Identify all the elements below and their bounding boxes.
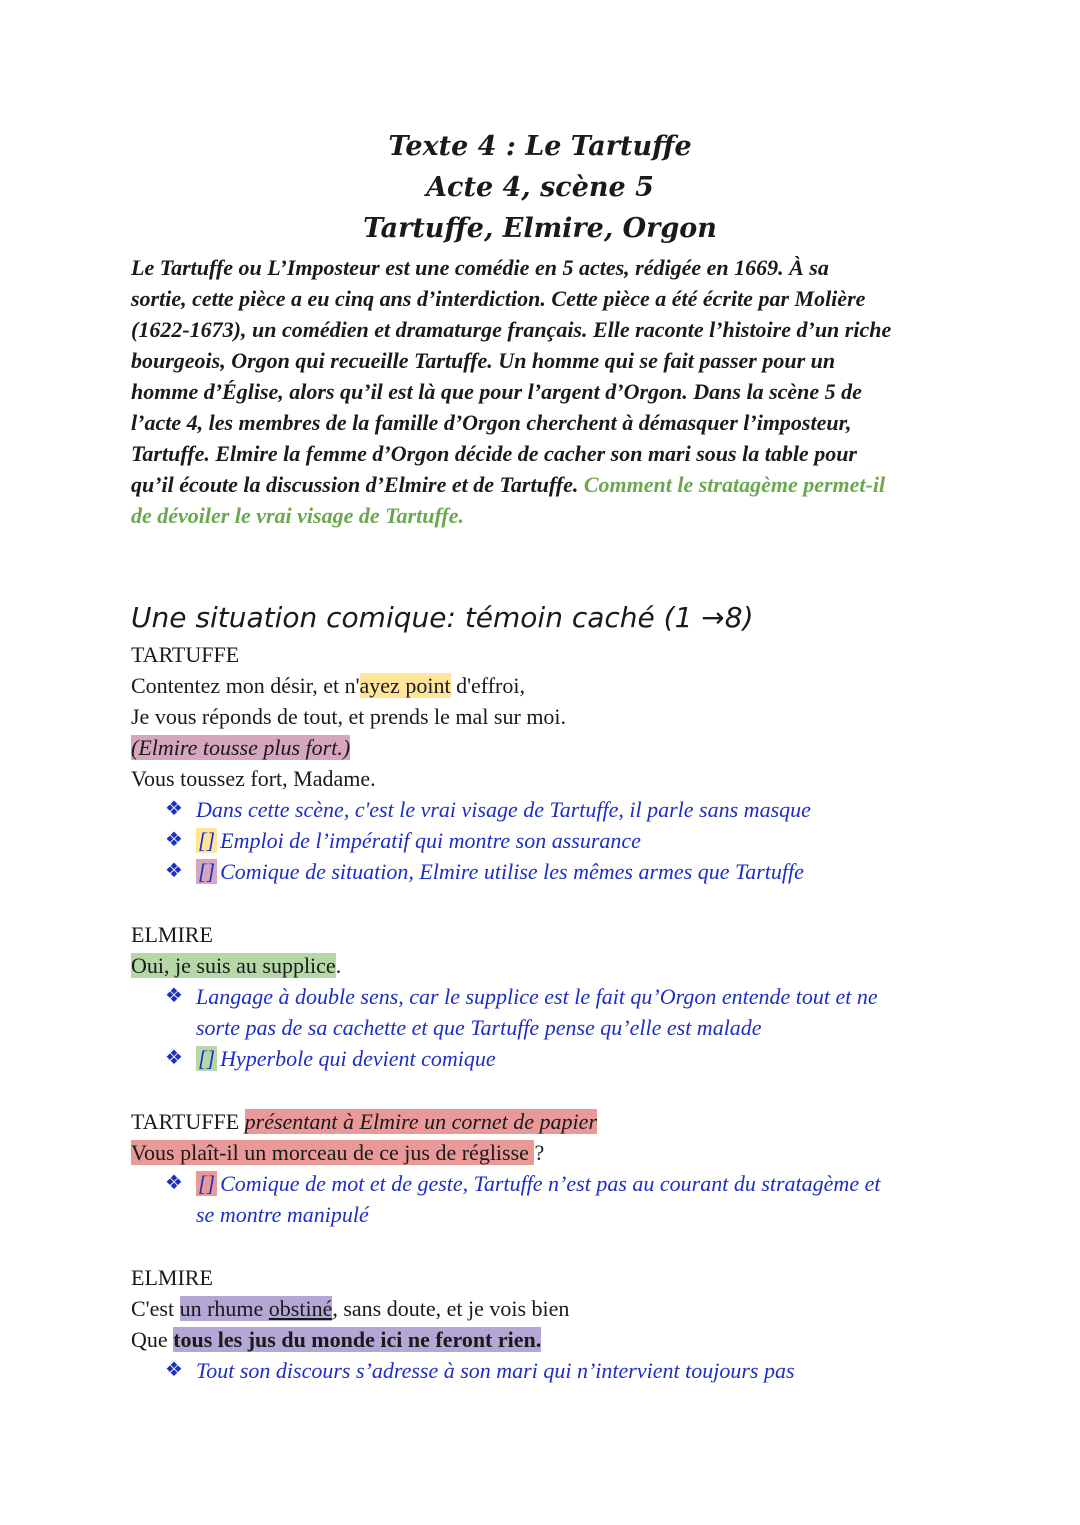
analysis-note xyxy=(131,856,971,887)
color-key-bracket: [] xyxy=(198,859,216,884)
verse-line: Je vous réponds de tout, et prends le mal sur moi. xyxy=(131,704,567,729)
analysis-notes xyxy=(131,1355,971,1386)
color-key-bracket: [] xyxy=(198,1171,216,1196)
diamond-bullet-icon: ❖ xyxy=(165,798,183,820)
highlight-pink: (Elmire tousse plus fort.) xyxy=(131,735,351,760)
note-text: Tout son discours s’adresse à son mari qui n’intervient toujours pas xyxy=(196,1358,795,1383)
dialogue-block-tartuffe-1 xyxy=(131,639,971,887)
verse-line xyxy=(131,950,971,981)
highlight-purple: un rhume xyxy=(179,1296,269,1321)
verse-line xyxy=(131,670,971,701)
intro-line: Le Tartuffe ou L’Imposteur est une comédie en 5 actes, rédigée en 1669. À sa xyxy=(131,255,829,280)
section-heading: Une situation comique: témoin caché (1 →8) xyxy=(131,601,754,634)
dialogue-block-tartuffe-2 xyxy=(131,1106,971,1230)
note-text: se montre manipulé xyxy=(196,1202,369,1227)
highlight-purple-underlined: obstiné xyxy=(268,1296,333,1321)
verse-text: C'est xyxy=(131,1296,180,1321)
analysis-notes xyxy=(131,1168,971,1230)
intro-line: bourgeois, Orgon qui recueille Tartuffe. Un homme qui se fait passer pour un xyxy=(131,348,836,373)
intro-line: sortie, cette pièce a eu cinq ans d’interdiction. Cette pièce a été écrite par Molière xyxy=(131,286,866,311)
verse-line: Vous toussez fort, Madame. xyxy=(131,766,376,791)
speaker-line xyxy=(131,1106,971,1137)
note-text: Comique de situation, Elmire utilise les mêmes armes que Tartuffe xyxy=(220,859,804,884)
note-text: Dans cette scène, c'est le vrai visage de Tartuffe, il parle sans masque xyxy=(196,797,811,822)
note-text: Comique de mot et de geste, Tartuffe n’est pas au courant du stratagème et xyxy=(220,1171,881,1196)
highlight-yellow: ayez point xyxy=(359,673,451,698)
diamond-bullet-icon: ❖ xyxy=(165,829,183,851)
intro-text: qu’il écoute la discussion d’Elmire et de Tartuffe. xyxy=(131,472,584,497)
dialogue-block-elmire-1 xyxy=(131,919,971,1074)
speaker-name: ELMIRE xyxy=(131,922,213,947)
diamond-bullet-icon: ❖ xyxy=(165,860,183,882)
diamond-bullet-icon: ❖ xyxy=(165,1047,183,1069)
note-text: sorte pas de sa cachette et que Tartuffe pense qu’elle est malade xyxy=(196,1015,762,1040)
title-line-1: Texte 4 : Le Tartuffe xyxy=(388,131,692,162)
note-text: Langage à double sens, car le supplice est le fait qu’Orgon entende tout et ne xyxy=(196,984,878,1009)
note-text: Hyperbole qui devient comique xyxy=(220,1046,496,1071)
analysis-note xyxy=(131,825,971,856)
analysis-note xyxy=(131,1355,971,1386)
stage-direction: présentant à Elmire un cornet de papier xyxy=(244,1109,597,1134)
verse-text: Que xyxy=(131,1327,174,1352)
speaker-name: ELMIRE xyxy=(131,1265,213,1290)
analysis-notes xyxy=(131,794,971,887)
verse-line xyxy=(131,1137,971,1168)
intro-line xyxy=(131,469,961,500)
color-key-bracket: [] xyxy=(198,828,216,853)
problem-question-end: de dévoiler le vrai visage de Tartuffe. xyxy=(131,503,464,528)
verse-text: ? xyxy=(534,1140,545,1165)
document-title xyxy=(0,126,1080,249)
intro-line: Tartuffe. Elmire la femme d’Orgon décide de cacher son mari sous la table pour xyxy=(131,441,857,466)
verse-line xyxy=(131,1324,971,1355)
title-line-3: Tartuffe, Elmire, Orgon xyxy=(363,213,717,244)
verse-line xyxy=(131,1293,971,1324)
title-line-2: Acte 4, scène 5 xyxy=(426,172,654,203)
analysis-note xyxy=(131,981,971,1043)
diamond-bullet-icon: ❖ xyxy=(165,1359,183,1381)
note-text: Emploi de l’impératif qui montre son assurance xyxy=(220,828,641,853)
highlight-purple-bold: tous les jus du monde ici ne feront rien. xyxy=(173,1327,542,1352)
analysis-note xyxy=(131,794,971,825)
intro-line: (1622-1673), un comédien et dramaturge français. Elle raconte l’histoire d’un riche xyxy=(131,317,892,342)
analysis-note xyxy=(131,1168,971,1230)
problem-question: Comment le stratagème permet-il xyxy=(583,472,886,497)
intro-line: l’acte 4, les membres de la famille d’Orgon cherchent à démasquer l’imposteur, xyxy=(131,410,852,435)
speaker-name: TARTUFFE xyxy=(131,642,240,667)
stage-direction xyxy=(131,732,971,763)
verse-text: Contentez mon désir, et n' xyxy=(131,673,360,698)
highlight-red: Vous plaît-il un morceau de ce jus de réglisse xyxy=(131,1140,535,1165)
intro-paragraph xyxy=(131,252,961,531)
intro-line: homme d’Église, alors qu’il est là que pour l’argent d’Orgon. Dans la scène 5 de xyxy=(131,379,862,404)
analysis-note xyxy=(131,1043,971,1074)
dialogue-block-elmire-2 xyxy=(131,1262,971,1386)
color-key-bracket: [] xyxy=(198,1046,216,1071)
highlight-green: Oui, je suis au supplice xyxy=(131,953,336,978)
analysis-notes xyxy=(131,981,971,1074)
verse-text: , sans doute, et je vois bien xyxy=(332,1296,570,1321)
diamond-bullet-icon: ❖ xyxy=(165,1172,183,1194)
diamond-bullet-icon: ❖ xyxy=(165,985,183,1007)
verse-text: . xyxy=(335,953,342,978)
verse-text: d'effroi, xyxy=(450,673,525,698)
speaker-name: TARTUFFE xyxy=(131,1109,245,1134)
